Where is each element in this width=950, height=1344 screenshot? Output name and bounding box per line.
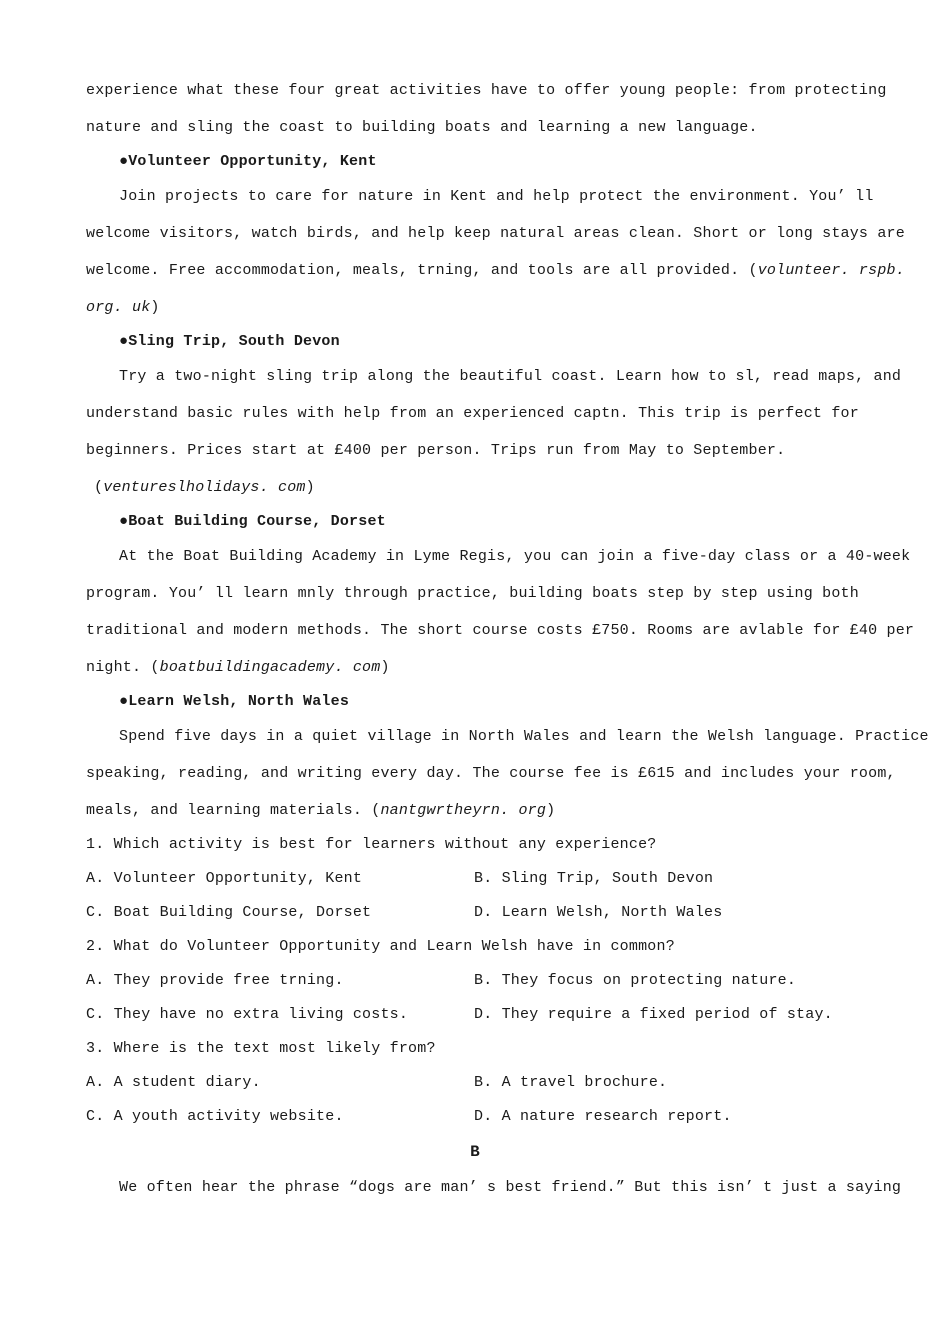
source-url: nantgwrtheyrn. org	[380, 802, 547, 819]
paragraph-line: (ventureslholidays. com)	[94, 479, 315, 496]
paragraph-line: Spend five days in a quiet village in North Wales and learn the Welsh language. Practice	[119, 728, 929, 745]
option-c: C. Boat Building Course, Dorset	[86, 904, 372, 921]
intro-line-1: experience what these four great activities have to offer young people: from protecting	[86, 82, 887, 99]
source-url: volunteer. rspb.	[757, 262, 905, 279]
intro-line-2: nature and sling the coast to building boats and learning a new language.	[86, 119, 758, 136]
option-d: D. They require a fixed period of stay.	[474, 1006, 833, 1023]
option-d: D. A nature research report.	[474, 1108, 732, 1125]
paragraph-line: Join projects to care for nature in Kent and help protect the environment. You’ ll	[119, 188, 874, 205]
option-c: C. A youth activity website.	[86, 1108, 344, 1125]
option-a: A. They provide free trning.	[86, 972, 344, 989]
source-url: boatbuildingacademy. com	[159, 659, 381, 676]
section-heading-volunteer: ●Volunteer Opportunity, Kent	[119, 153, 377, 170]
option-a: A. A student diary.	[86, 1074, 261, 1091]
part-b-heading: B	[470, 1143, 480, 1161]
paragraph-line: beginners. Prices start at £400 per person. Trips run from May to September.	[86, 442, 786, 459]
paragraph-line: org. uk)	[86, 299, 160, 316]
source-url: ventureslholidays. com	[103, 479, 306, 496]
paragraph-line: traditional and modern methods. The short course costs £750. Rooms are avlable for £40 per	[86, 622, 915, 639]
section-heading-sailing: ●Sling Trip, South Devon	[119, 333, 340, 350]
question-stem: 1. Which activity is best for learners without any experience?	[86, 836, 657, 853]
question-stem: 2. What do Volunteer Opportunity and Learn Welsh have in common?	[86, 938, 675, 955]
paragraph-line: We often hear the phrase “dogs are man’ s best friend.” But this isn’ t just a saying	[119, 1179, 902, 1196]
section-heading-welsh: ●Learn Welsh, North Wales	[119, 693, 350, 710]
option-b: B. A travel brochure.	[474, 1074, 668, 1091]
option-b: B. Sling Trip, South Devon	[474, 870, 714, 887]
paragraph-line: Try a two-night sling trip along the beautiful coast. Learn how to sl, read maps, and	[119, 368, 902, 385]
section-heading-boat-building: ●Boat Building Course, Dorset	[119, 513, 386, 530]
option-c: C. They have no extra living costs.	[86, 1006, 409, 1023]
option-a: A. Volunteer Opportunity, Kent	[86, 870, 363, 887]
source-url: org. uk	[86, 299, 151, 316]
paragraph-line: understand basic rules with help from an experienced captn. This trip is perfect for	[86, 405, 859, 422]
option-d: D. Learn Welsh, North Wales	[474, 904, 723, 921]
paragraph-line: night. (boatbuildingacademy. com)	[86, 659, 390, 676]
question-stem: 3. Where is the text most likely from?	[86, 1040, 436, 1057]
paragraph-line: welcome visitors, watch birds, and help keep natural areas clean. Short or long stays are	[86, 225, 905, 242]
paragraph-line: program. You’ ll learn mnly through practice, building boats step by step using both	[86, 585, 859, 602]
paragraph-line: meals, and learning materials. (nantgwrtheyrn. org)	[86, 802, 556, 819]
paragraph-line: speaking, reading, and writing every day. The course fee is £615 and includes your room,	[86, 765, 896, 782]
paragraph-line: At the Boat Building Academy in Lyme Regis, you can join a five-day class or a 40-week	[119, 548, 911, 565]
paragraph-line: welcome. Free accommodation, meals, trning, and tools are all provided. (volunteer. rspb.	[86, 262, 905, 279]
option-b: B. They focus on protecting nature.	[474, 972, 797, 989]
